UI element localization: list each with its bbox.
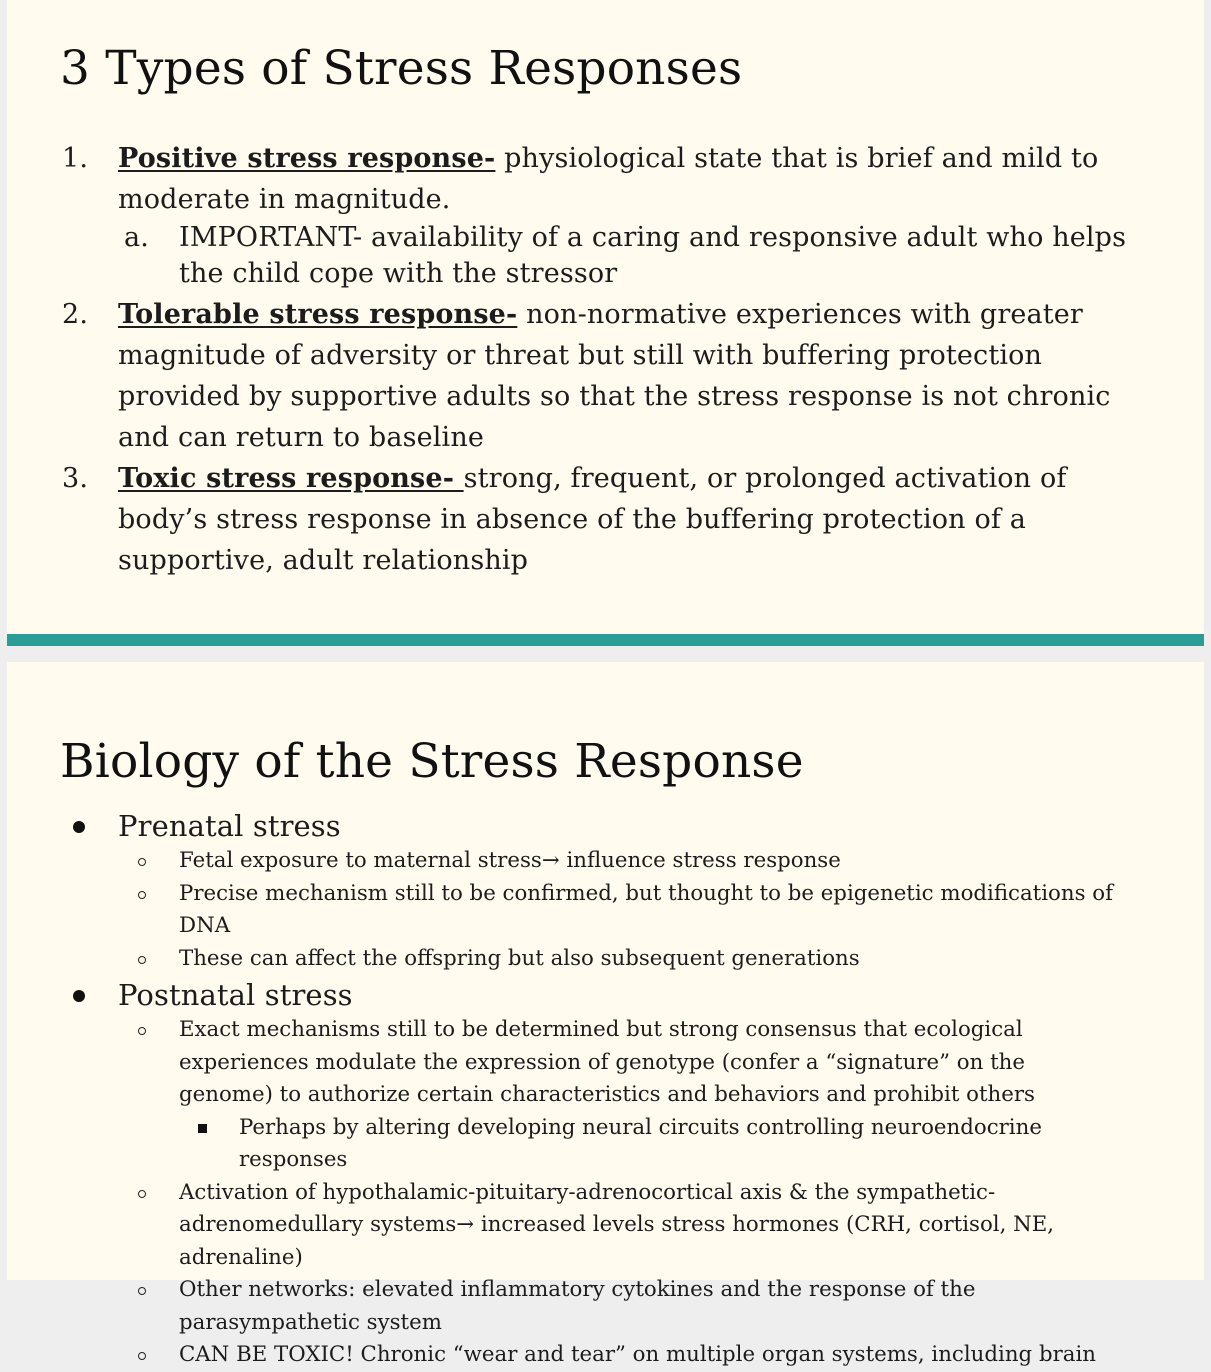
list-item-text: Activation of hypothalamic-pituitary-adrenocortical axis & the sympathetic-adrenomedullary systems→ increased levels stress hormones (CRH, cortisol, NE, adrenaline) <box>179 1179 1055 1270</box>
term-toxic: Toxic stress response- <box>118 463 464 494</box>
list-number: 1. <box>62 143 89 174</box>
slide-biology-of-stress-response <box>7 662 1204 1367</box>
circle-bullet-icon <box>138 956 146 964</box>
sub-bullet-list <box>118 1014 1164 1372</box>
circle-bullet-icon <box>138 891 146 899</box>
circle-bullet-icon <box>138 1352 146 1360</box>
sub-sub-bullet-list <box>179 1112 1124 1177</box>
sub-list <box>118 220 1164 292</box>
list-item-text: Other networks: elevated inflammatory cytokines and the response of the parasympathetic system <box>179 1277 976 1335</box>
numbered-list <box>7 138 1204 581</box>
bullet-group-prenatal <box>7 807 1204 975</box>
sub-list-text: IMPORTANT- availability of a caring and responsive adult who helps the child cope with the stressor <box>179 222 1127 289</box>
bullet-dot-icon <box>73 821 85 833</box>
list-item <box>118 1014 1164 1177</box>
accent-bar <box>7 634 1204 646</box>
bullet-list <box>7 807 1204 1372</box>
term-positive: Positive stress response- <box>118 143 496 174</box>
term-tolerable: Tolerable stress response- <box>118 299 518 330</box>
definition-toxic: strong, frequent, or prolonged activation of body’s stress response in absence of the buffering protection of a supportive, adult relationship <box>118 463 1067 576</box>
bullet-group-postnatal <box>7 976 1204 1372</box>
list-item-text: These can affect the offspring but also subsequent generations <box>179 945 860 971</box>
definition-positive: physiological state that is brief and mild to moderate in magnitude. <box>118 143 1099 215</box>
list-item-text: Precise mechanism still to be confirmed, but thought to be epigenetic modifications of DNA <box>179 880 1113 938</box>
sub-list-letter: a. <box>124 222 149 253</box>
list-item-text: Perhaps by altering developing neural circuits controlling neuroendocrine responses <box>239 1114 1042 1172</box>
bullet-dot-icon <box>73 990 85 1002</box>
slide-types-of-stress-responses <box>7 0 1204 646</box>
list-item <box>118 1339 1164 1372</box>
definition-tolerable: non-normative experiences with greater magnitude of adversity or threat but still with buffering protection provided by supportive adults so that the stress response is not chronic and can return to baseline <box>118 299 1111 453</box>
sub-bullet-list <box>118 845 1164 975</box>
group-label: Postnatal stress <box>118 978 353 1012</box>
list-number: 2. <box>62 299 89 330</box>
list-item <box>179 1112 1124 1177</box>
circle-bullet-icon <box>138 1190 146 1198</box>
list-item <box>118 1274 1164 1339</box>
list-item-tolerable <box>7 294 1204 458</box>
circle-bullet-icon <box>138 1027 146 1035</box>
slide-title: 3 Types of Stress Responses <box>60 41 743 96</box>
list-number: 3. <box>62 463 89 494</box>
list-item <box>118 878 1164 943</box>
slide-title: Biology of the Stress Response <box>60 734 804 789</box>
list-item <box>118 943 1164 976</box>
list-item-toxic <box>7 458 1204 581</box>
list-item-text: CAN BE TOXIC! Chronic “wear and tear” on multiple organ systems, including brain <box>179 1342 1096 1367</box>
group-label: Prenatal stress <box>118 809 341 843</box>
list-item <box>118 1177 1164 1275</box>
list-item <box>118 845 1164 878</box>
square-bullet-icon <box>198 1124 207 1133</box>
circle-bullet-icon <box>138 1287 146 1295</box>
list-item-text: Fetal exposure to maternal stress→ influence stress response <box>179 848 841 873</box>
list-item-text: Exact mechanisms still to be determined but strong consensus that ecological experiences modulate the expression of genotype (confer a “signature” on the genome) to authorize certain characteristics and behaviors and prohibit others <box>179 1017 1035 1107</box>
sub-list-item <box>118 220 1164 292</box>
list-item-positive <box>7 138 1204 292</box>
circle-bullet-icon <box>138 858 146 866</box>
